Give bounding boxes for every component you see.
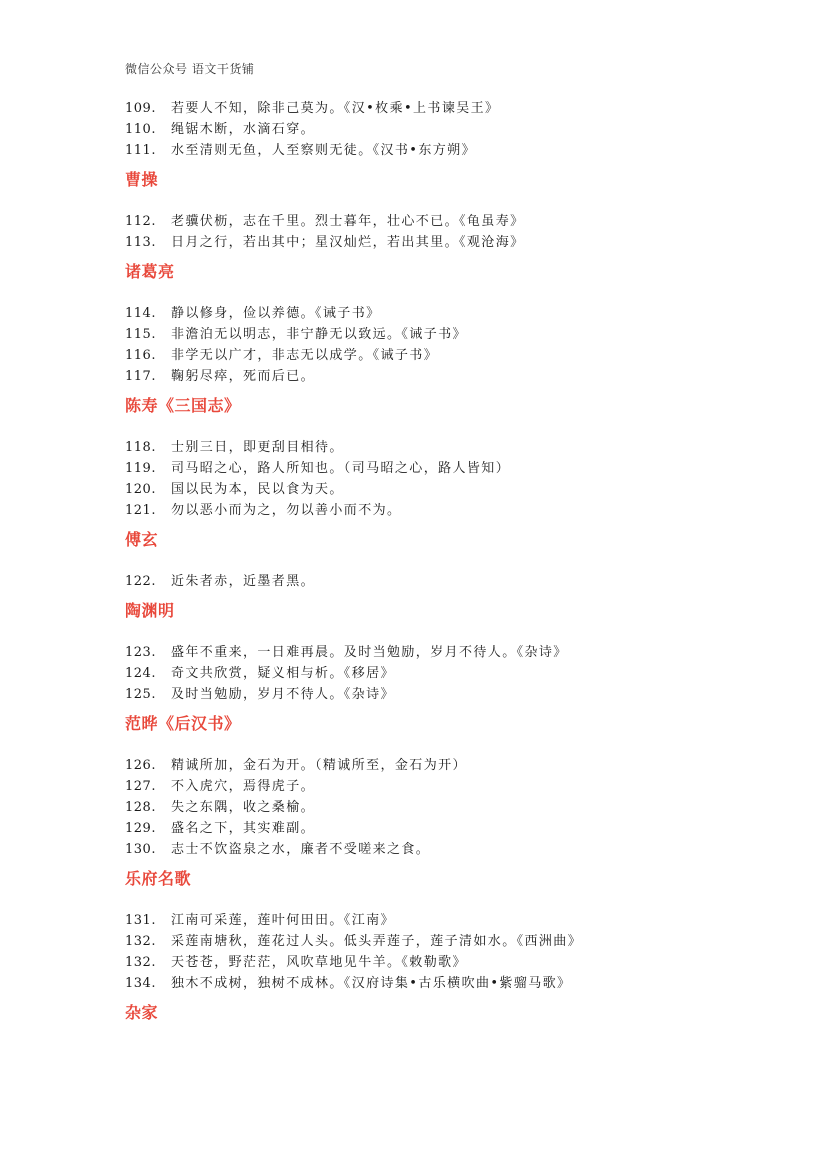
quote-number: 129.: [125, 821, 156, 836]
section-heading: 陶渊明: [125, 601, 175, 620]
quote-number: 109.: [125, 101, 156, 116]
quote-number: 117.: [125, 369, 156, 384]
quote-line: [125, 952, 725, 973]
quote-line: [125, 839, 725, 860]
quote-text: 志士不饮盗泉之水，廉者不受嗟来之食。: [171, 842, 431, 857]
quote-number: 110.: [125, 122, 156, 137]
quote-number: 128.: [125, 800, 156, 815]
quote-number: 130.: [125, 842, 156, 857]
quote-line: [125, 303, 725, 324]
quote-number: 113.: [125, 235, 156, 250]
quote-number: 125.: [125, 687, 156, 702]
quote-number: 122.: [125, 574, 156, 589]
page-header: 微信公众号 语文干货铺: [125, 62, 255, 76]
quote-text: 盛年不重来，一日难再晨。及时当勉励，岁月不待人。《杂诗》: [171, 645, 568, 660]
quote-line: [125, 437, 725, 458]
quote-line: [125, 684, 725, 705]
quote-text: 水至清则无鱼，人至察则无徒。《汉书•东方朔》: [171, 143, 476, 158]
quote-text: 若要人不知，除非己莫为。《汉•枚乘•上书谏吴王》: [171, 101, 500, 116]
quote-line: [125, 500, 725, 521]
quote-line: [125, 571, 725, 592]
quote-line: [125, 140, 725, 161]
section-heading: 曹操: [125, 170, 159, 189]
quote-text: 失之东隅，收之桑榆。: [171, 800, 316, 815]
quote-text: 采莲南塘秋，莲花过人头。低头弄莲子，莲子清如水。《西洲曲》: [171, 934, 583, 949]
quote-line: [125, 232, 725, 253]
quote-line: [125, 642, 725, 663]
quote-number: 123.: [125, 645, 156, 660]
document-body: [125, 98, 725, 1044]
quote-text: 盛名之下，其实难副。: [171, 821, 316, 836]
quote-text: 静以修身，俭以养德。《诫子书》: [171, 306, 381, 321]
quote-text: 奇文共欣赏，疑义相与析。《移居》: [171, 666, 395, 681]
quote-number: 131.: [125, 913, 156, 928]
quote-line: [125, 818, 725, 839]
quote-line: [125, 98, 725, 119]
quote-text: 非澹泊无以明志，非宁静无以致远。《诫子书》: [171, 327, 467, 342]
quote-number: 118.: [125, 440, 156, 455]
quote-text: 近朱者赤，近墨者黑。: [171, 574, 316, 589]
quote-line: [125, 776, 725, 797]
quote-text: 士别三日，即更刮目相待。: [171, 440, 344, 455]
quote-number: 121.: [125, 503, 156, 518]
quote-text: 日月之行，若出其中；星汉灿烂，若出其里。《观沧海》: [171, 235, 525, 250]
quote-line: [125, 211, 725, 232]
quote-line: [125, 910, 725, 931]
quote-number: 114.: [125, 306, 156, 321]
quote-text: 国以民为本，民以食为天。: [171, 482, 344, 497]
quote-text: 江南可采莲，莲叶何田田。《江南》: [171, 913, 395, 928]
quote-line: [125, 366, 725, 387]
quote-text: 司马昭之心，路人所知也。（司马昭之心，路人皆知）: [171, 461, 511, 476]
quote-line: [125, 458, 725, 479]
quote-number: 132.: [125, 934, 156, 949]
section-heading: 傅玄: [125, 530, 159, 549]
quote-number: 115.: [125, 327, 156, 342]
quote-text: 老骥伏枥，志在千里。烈士暮年，壮心不已。《龟虽寿》: [171, 214, 525, 229]
section-heading: 杂家: [125, 1003, 159, 1022]
quote-number: 116.: [125, 348, 156, 363]
quote-line: [125, 755, 725, 776]
quote-text: 鞠躬尽瘁，死而后已。: [171, 369, 316, 384]
section-heading: 陈寿《三国志》: [125, 396, 241, 415]
quote-line: [125, 797, 725, 818]
quote-text: 勿以恶小而为之，勿以善小而不为。: [171, 503, 402, 518]
quote-text: 不入虎穴，焉得虎子。: [171, 779, 316, 794]
quote-line: [125, 324, 725, 345]
quote-text: 天苍苍，野茫茫，风吹草地见牛羊。《敕勒歌》: [171, 955, 467, 970]
quote-number: 127.: [125, 779, 156, 794]
section-heading: 范晔《后汉书》: [125, 714, 241, 733]
quote-number: 134.: [125, 976, 156, 991]
quote-line: [125, 479, 725, 500]
quote-text: 非学无以广才，非志无以成学。《诫子书》: [171, 348, 439, 363]
quote-number: 120.: [125, 482, 156, 497]
quote-number: 119.: [125, 461, 156, 476]
quote-number: 112.: [125, 214, 156, 229]
quote-line: [125, 119, 725, 140]
section-heading: 诸葛亮: [125, 262, 175, 281]
quote-line: [125, 931, 725, 952]
quote-text: 及时当勉励，岁月不待人。《杂诗》: [171, 687, 395, 702]
quote-text: 独木不成树，独树不成林。《汉府诗集•古乐横吹曲•紫骝马歌》: [171, 976, 572, 991]
quote-number: 111.: [125, 143, 156, 158]
section-heading: 乐府名歌: [125, 869, 192, 888]
quote-line: [125, 663, 725, 684]
quote-text: 精诚所加，金石为开。（精诚所至，金石为开）: [171, 758, 467, 773]
quote-number: 132.: [125, 955, 156, 970]
quote-number: 126.: [125, 758, 156, 773]
quote-text: 绳锯木断，水滴石穿。: [171, 122, 316, 137]
quote-line: [125, 345, 725, 366]
quote-line: [125, 973, 725, 994]
quote-number: 124.: [125, 666, 156, 681]
